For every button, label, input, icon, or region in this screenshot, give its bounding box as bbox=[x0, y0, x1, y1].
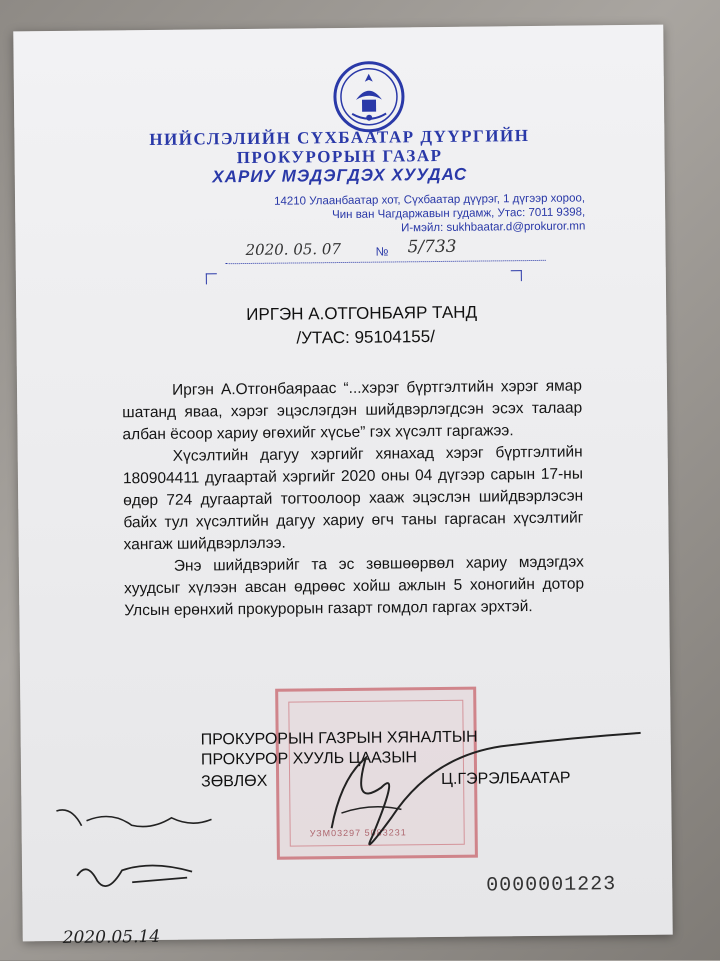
organization-name-line2: ПРОКУРОРЫН ГАЗАР bbox=[236, 145, 443, 168]
address-line: 14210 Улаанбаатар хот, Сүхбаатар дүүрэг, 1 дүгээр хороо, bbox=[274, 192, 586, 208]
email-line: И-мэйл: sukhbaatar.d@prokuror.mn bbox=[400, 220, 586, 235]
address-line: Чин ван Чагдаржавын гудамж, Утас: 7011 9398, bbox=[331, 206, 586, 222]
number-symbol: № bbox=[375, 244, 389, 259]
document-type-title: ХАРИУ МЭДЭГДЭХ ХУУДАС bbox=[212, 164, 468, 187]
handwritten-notes bbox=[51, 799, 253, 961]
recipient-phone: /УТАС: 95104155/ bbox=[296, 327, 435, 348]
handwritten-reference-number: 5/733 bbox=[407, 236, 457, 258]
handwritten-date: 2020. 05. 07 bbox=[245, 240, 342, 260]
state-emblem-icon bbox=[332, 59, 407, 134]
reference-line bbox=[225, 238, 545, 264]
serial-number: 0000001223 bbox=[486, 873, 617, 898]
signatory-title-line1: ПРОКУРОРЫН ГАЗРЫН ХЯНАЛТЫН bbox=[200, 728, 478, 749]
document-page bbox=[13, 25, 672, 948]
signatory-name: Ц.ГЭРЭЛБААТАР bbox=[441, 769, 571, 788]
letter-body bbox=[122, 375, 585, 622]
body-paragraph: Хүсэлтийн дагуу хэргийг хянахад хэрэг бүртгэлтийн 180904411 дугаартай хэргийг 2020 оны 04 дүгээр сарын 17-ны өдөр 724 дугаартай тогтоолоор хааж эцэслэн шийдвэрлэсэн байх тул хүсэлтийн дагуу хариу өгч таны гаргасан хүсэлтийг хангаж шийдвэрлэлээ. bbox=[122, 443, 584, 554]
handwritten-signature bbox=[270, 715, 652, 869]
handwritten-bottom-date: 2020.05.14 bbox=[62, 926, 161, 948]
signatory-title-line2: ПРОКУРОР ХУУЛЬ ЦААЗЫН bbox=[200, 749, 418, 769]
signatory-title-line3: ЗӨВЛӨХ bbox=[201, 772, 268, 791]
address-corner-mark bbox=[511, 270, 522, 281]
body-paragraph: Энэ шийдвэрийг та эс зөвшөөрвөл хариу мэдэгдэх хуудсыг хүлээн авсан өдрөөс хойш ажлын 5 хоногийн дотор Улсын ерөнхий прокурорын газарт гомдол гаргах эрхтэй. bbox=[124, 553, 585, 620]
recipient-name: ИРГЭН А.ОТГОНБАЯР ТАНД bbox=[246, 302, 478, 325]
organization-name-line1: НИЙСЛЭЛИЙН СҮХБААТАР ДҮҮРГИЙН bbox=[149, 126, 530, 150]
address-corner-mark bbox=[206, 273, 217, 284]
stamp-codes: УЗМ03297 5083231 bbox=[309, 827, 407, 839]
body-paragraph: Иргэн А.Отгонбаяраас “...хэрэг бүртгэлтийн хэрэг ямар шатанд яваа, хэрэг эцэслэгдэн шийдвэрлэгдсэн эсэх талаар албан ёсоор хариу өгөхийг хүсье” гэх хүсэлт гаргажээ. bbox=[122, 377, 583, 444]
